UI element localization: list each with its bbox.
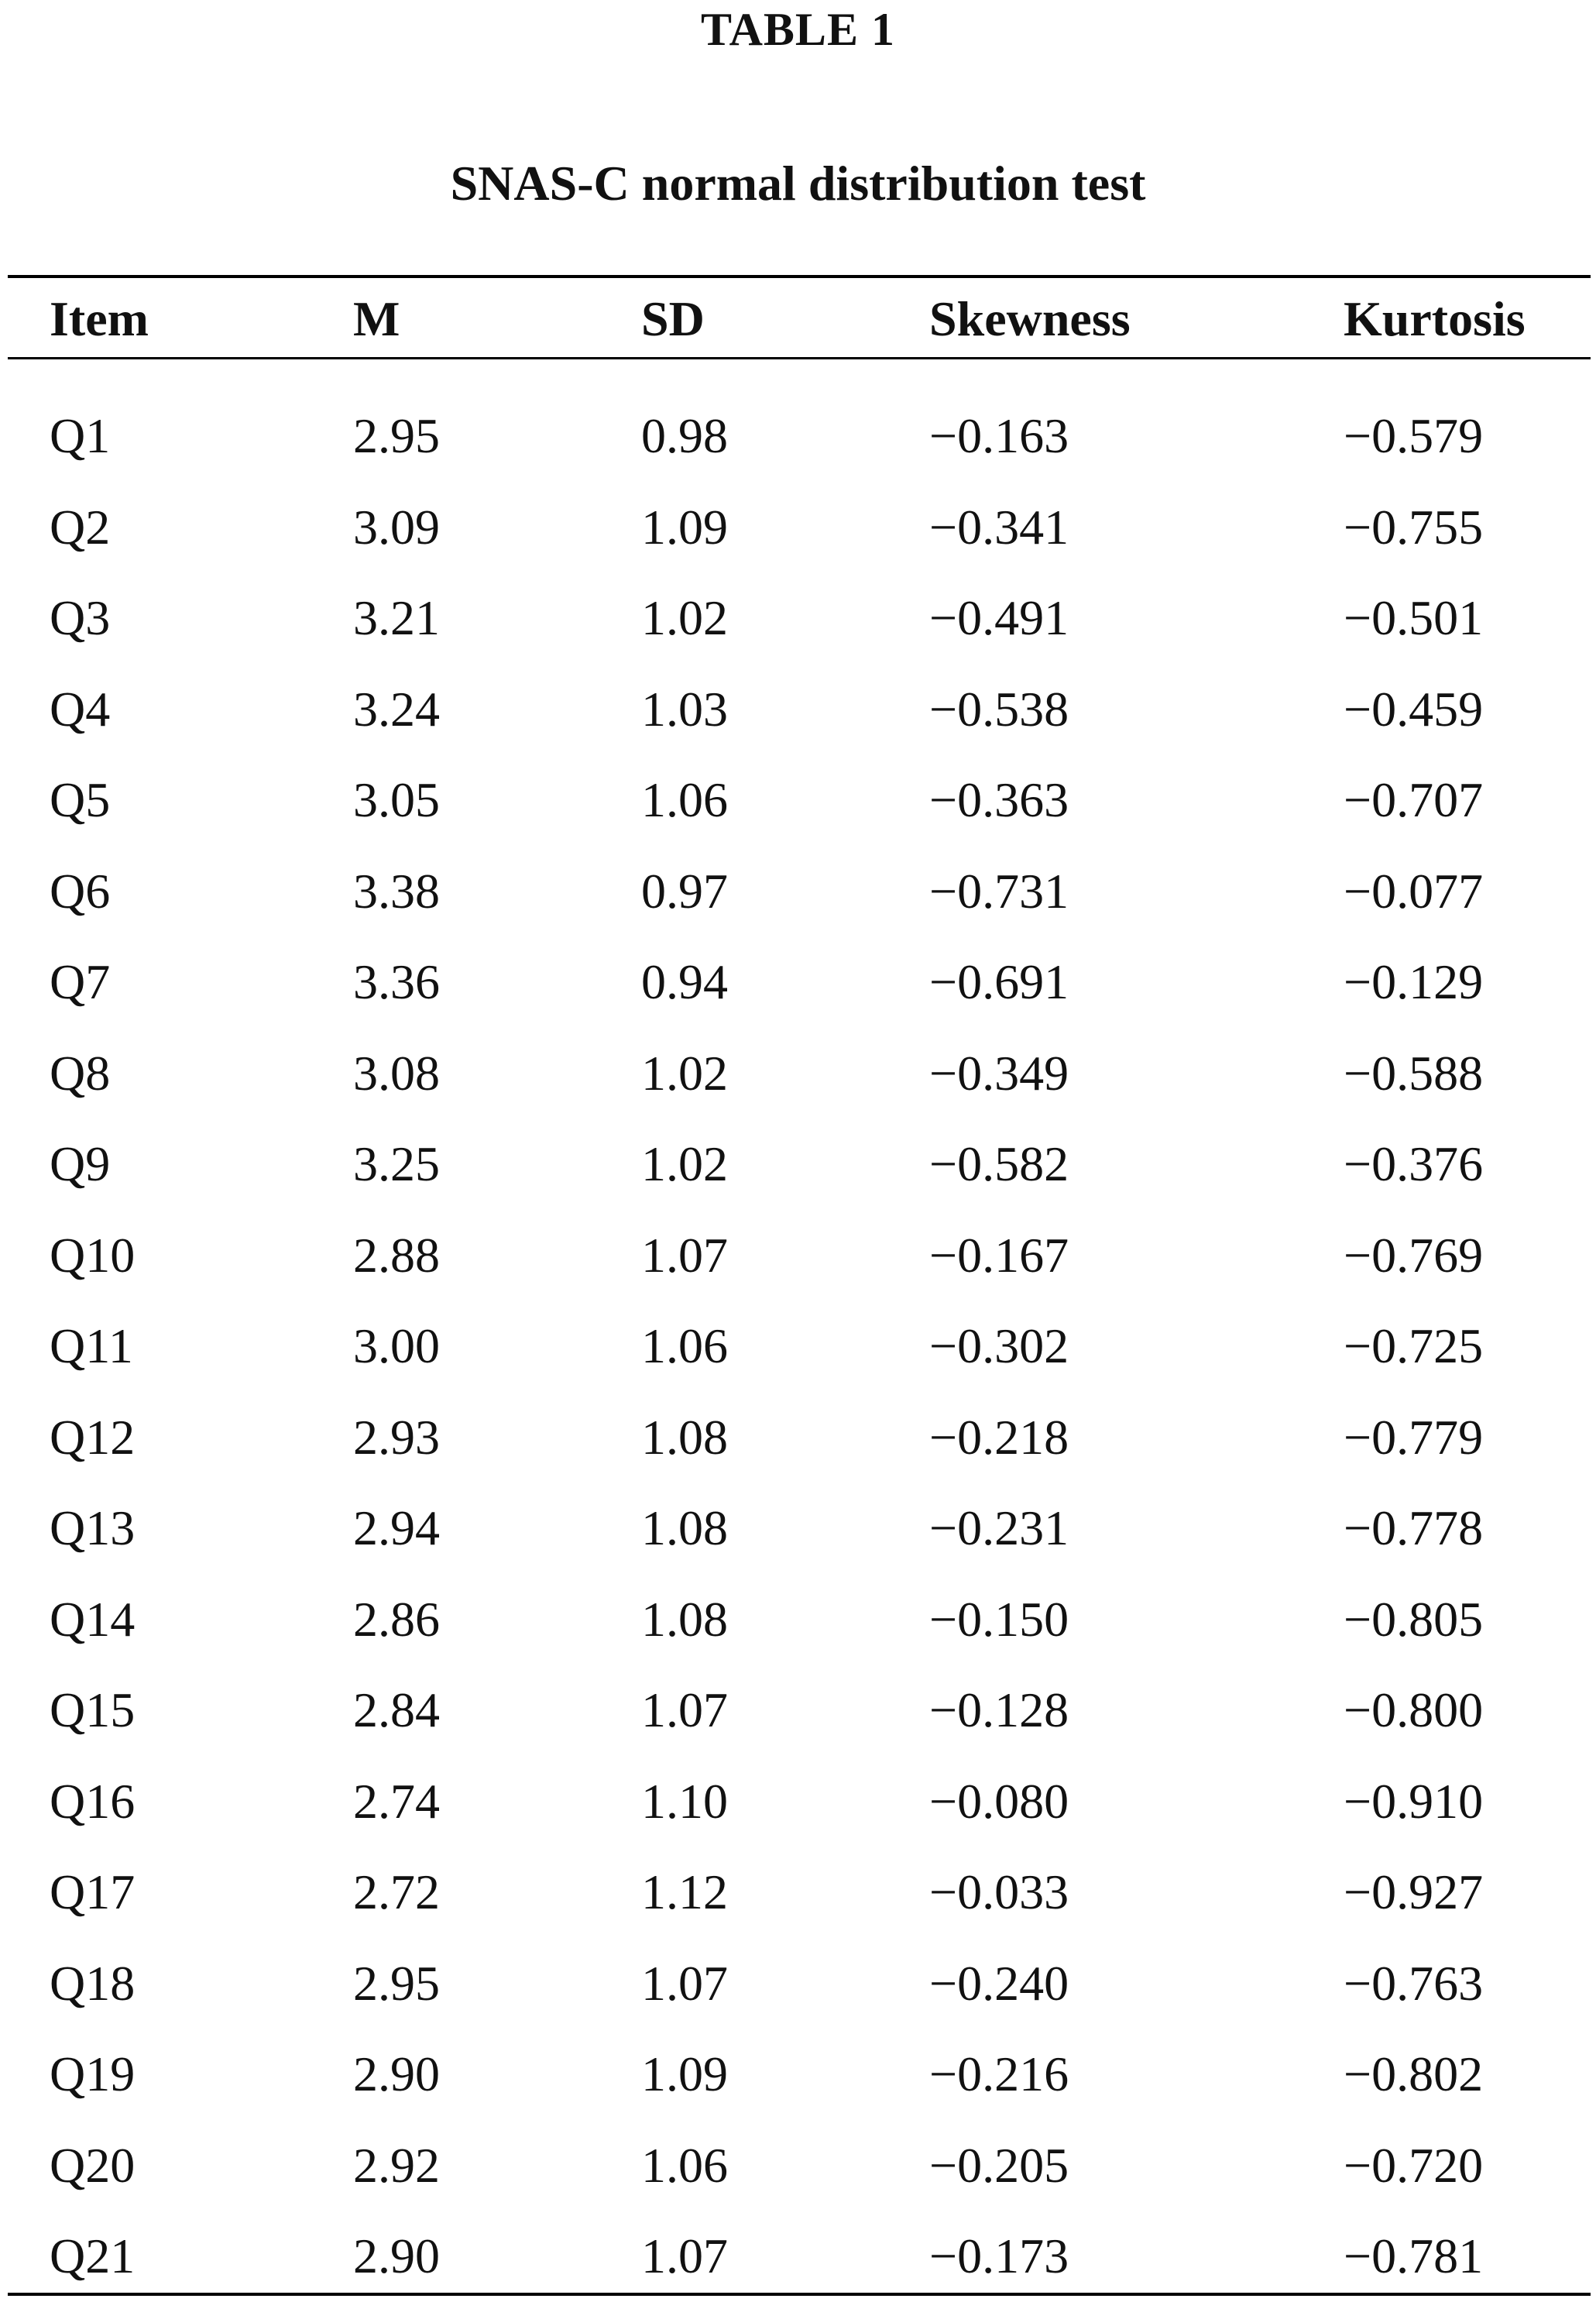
kurtosis-cell: −0.927 [1344, 1864, 1484, 1919]
sd-cell: 1.07 [641, 2228, 728, 2283]
table-row [0, 2029, 1596, 2120]
kurtosis-cell: −0.910 [1344, 1773, 1484, 1829]
sd-cell: 1.06 [641, 2137, 728, 2193]
kurtosis-cell: −0.779 [1344, 1409, 1484, 1465]
kurtosis-cell: −0.755 [1344, 499, 1484, 555]
sd-cell: 0.94 [641, 954, 728, 1009]
sd-cell: 1.07 [641, 1955, 728, 2011]
skewness-cell: −0.731 [929, 863, 1069, 919]
table-header-rule [8, 357, 1591, 359]
mean-cell: 2.84 [353, 1682, 440, 1737]
mean-cell: 2.95 [353, 408, 440, 463]
table-row [0, 1483, 1596, 1574]
skewness-cell: −0.167 [929, 1227, 1069, 1283]
item-cell: Q12 [50, 1409, 136, 1465]
table-row [0, 1392, 1596, 1483]
sd-cell: 1.06 [641, 1318, 728, 1373]
item-cell: Q17 [50, 1864, 136, 1919]
mean-cell: 2.74 [353, 1773, 440, 1829]
sd-cell: 0.98 [641, 408, 728, 463]
sd-cell: 1.06 [641, 772, 728, 827]
skewness-cell: −0.128 [929, 1682, 1069, 1737]
kurtosis-cell: −0.800 [1344, 1682, 1484, 1737]
sd-cell: 1.09 [641, 2046, 728, 2101]
mean-cell: 2.72 [353, 1864, 440, 1919]
table-row [0, 1300, 1596, 1392]
item-cell: Q4 [50, 681, 111, 737]
table-row [0, 1210, 1596, 1301]
kurtosis-cell: −0.725 [1344, 1318, 1484, 1373]
sd-cell: 1.12 [641, 1864, 728, 1919]
table-title: SNAS-C normal distribution test [450, 156, 1146, 211]
table-top-rule [8, 275, 1591, 278]
sd-cell: 1.02 [641, 1136, 728, 1191]
item-cell: Q21 [50, 2228, 136, 2283]
sd-cell: 1.02 [641, 1045, 728, 1101]
skewness-cell: −0.033 [929, 1864, 1069, 1919]
sd-cell: 1.07 [641, 1227, 728, 1283]
kurtosis-cell: −0.459 [1344, 681, 1484, 737]
skewness-cell: −0.538 [929, 681, 1069, 737]
table-row [0, 1847, 1596, 1938]
table-row [0, 572, 1596, 664]
kurtosis-cell: −0.802 [1344, 2046, 1484, 2101]
skewness-cell: −0.205 [929, 2137, 1069, 2193]
mean-cell: 3.05 [353, 772, 440, 827]
table-row [0, 1756, 1596, 1847]
table-row [0, 2120, 1596, 2211]
mean-cell: 2.92 [353, 2137, 440, 2193]
table-row [0, 1665, 1596, 1756]
mean-cell: 2.93 [353, 1409, 440, 1465]
table-label: TABLE 1 [701, 4, 895, 55]
sd-cell: 1.09 [641, 499, 728, 555]
skewness-cell: −0.582 [929, 1136, 1069, 1191]
column-header-skewness: Skewness [929, 291, 1131, 346]
mean-cell: 3.08 [353, 1045, 440, 1101]
skewness-cell: −0.150 [929, 1591, 1069, 1647]
kurtosis-cell: −0.501 [1344, 590, 1484, 645]
skewness-cell: −0.363 [929, 772, 1069, 827]
item-cell: Q11 [50, 1318, 133, 1373]
table-row [0, 754, 1596, 846]
sd-cell: 1.08 [641, 1500, 728, 1555]
sd-cell: 1.02 [641, 590, 728, 645]
mean-cell: 3.09 [353, 499, 440, 555]
skewness-cell: −0.231 [929, 1500, 1069, 1555]
skewness-cell: −0.216 [929, 2046, 1069, 2101]
skewness-cell: −0.218 [929, 1409, 1069, 1465]
mean-cell: 3.38 [353, 863, 440, 919]
mean-cell: 2.88 [353, 1227, 440, 1283]
kurtosis-cell: −0.376 [1344, 1136, 1484, 1191]
skewness-cell: −0.341 [929, 499, 1069, 555]
column-header-kurtosis: Kurtosis [1344, 291, 1526, 346]
mean-cell: 3.21 [353, 590, 440, 645]
sd-cell: 0.97 [641, 863, 728, 919]
table-row [0, 846, 1596, 937]
item-cell: Q20 [50, 2137, 136, 2193]
item-cell: Q1 [50, 408, 111, 463]
skewness-cell: −0.163 [929, 408, 1069, 463]
table-row [0, 664, 1596, 755]
kurtosis-cell: −0.579 [1344, 408, 1484, 463]
skewness-cell: −0.349 [929, 1045, 1069, 1101]
table-row [0, 1574, 1596, 1665]
item-cell: Q16 [50, 1773, 136, 1829]
kurtosis-cell: −0.720 [1344, 2137, 1484, 2193]
table-row [0, 936, 1596, 1028]
table-row [0, 1118, 1596, 1210]
kurtosis-cell: −0.763 [1344, 1955, 1484, 2011]
kurtosis-cell: −0.769 [1344, 1227, 1484, 1283]
item-cell: Q14 [50, 1591, 136, 1647]
sd-cell: 1.07 [641, 1682, 728, 1737]
item-cell: Q7 [50, 954, 111, 1009]
sd-cell: 1.08 [641, 1409, 728, 1465]
table-row [0, 390, 1596, 482]
kurtosis-cell: −0.129 [1344, 954, 1484, 1009]
kurtosis-cell: −0.805 [1344, 1591, 1484, 1647]
item-cell: Q5 [50, 772, 111, 827]
item-cell: Q9 [50, 1136, 111, 1191]
skewness-cell: −0.080 [929, 1773, 1069, 1829]
item-cell: Q8 [50, 1045, 111, 1101]
mean-cell: 3.36 [353, 954, 440, 1009]
skewness-cell: −0.240 [929, 1955, 1069, 2011]
table-bottom-rule [8, 2293, 1591, 2296]
mean-cell: 2.94 [353, 1500, 440, 1555]
column-header-m: M [353, 291, 400, 346]
skewness-cell: −0.491 [929, 590, 1069, 645]
table-body [0, 390, 1596, 2302]
mean-cell: 2.95 [353, 1955, 440, 2011]
table-header-row [0, 287, 1596, 352]
kurtosis-cell: −0.588 [1344, 1045, 1484, 1101]
table-row [0, 2211, 1596, 2302]
sd-cell: 1.10 [641, 1773, 728, 1829]
kurtosis-cell: −0.778 [1344, 1500, 1484, 1555]
item-cell: Q3 [50, 590, 111, 645]
mean-cell: 3.25 [353, 1136, 440, 1191]
kurtosis-cell: −0.077 [1344, 863, 1484, 919]
column-header-item: Item [50, 291, 149, 346]
kurtosis-cell: −0.707 [1344, 772, 1484, 827]
mean-cell: 3.24 [353, 681, 440, 737]
item-cell: Q6 [50, 863, 111, 919]
column-header-sd: SD [641, 291, 705, 346]
mean-cell: 2.90 [353, 2228, 440, 2283]
skewness-cell: −0.691 [929, 954, 1069, 1009]
mean-cell: 3.00 [353, 1318, 440, 1373]
table-row [0, 482, 1596, 573]
item-cell: Q19 [50, 2046, 136, 2101]
item-cell: Q10 [50, 1227, 136, 1283]
item-cell: Q15 [50, 1682, 136, 1737]
mean-cell: 2.86 [353, 1591, 440, 1647]
table-row [0, 1938, 1596, 2029]
sd-cell: 1.08 [641, 1591, 728, 1647]
mean-cell: 2.90 [353, 2046, 440, 2101]
skewness-cell: −0.173 [929, 2228, 1069, 2283]
item-cell: Q18 [50, 1955, 136, 2011]
sd-cell: 1.03 [641, 681, 728, 737]
item-cell: Q2 [50, 499, 111, 555]
table-row [0, 1028, 1596, 1119]
item-cell: Q13 [50, 1500, 136, 1555]
skewness-cell: −0.302 [929, 1318, 1069, 1373]
kurtosis-cell: −0.781 [1344, 2228, 1484, 2283]
